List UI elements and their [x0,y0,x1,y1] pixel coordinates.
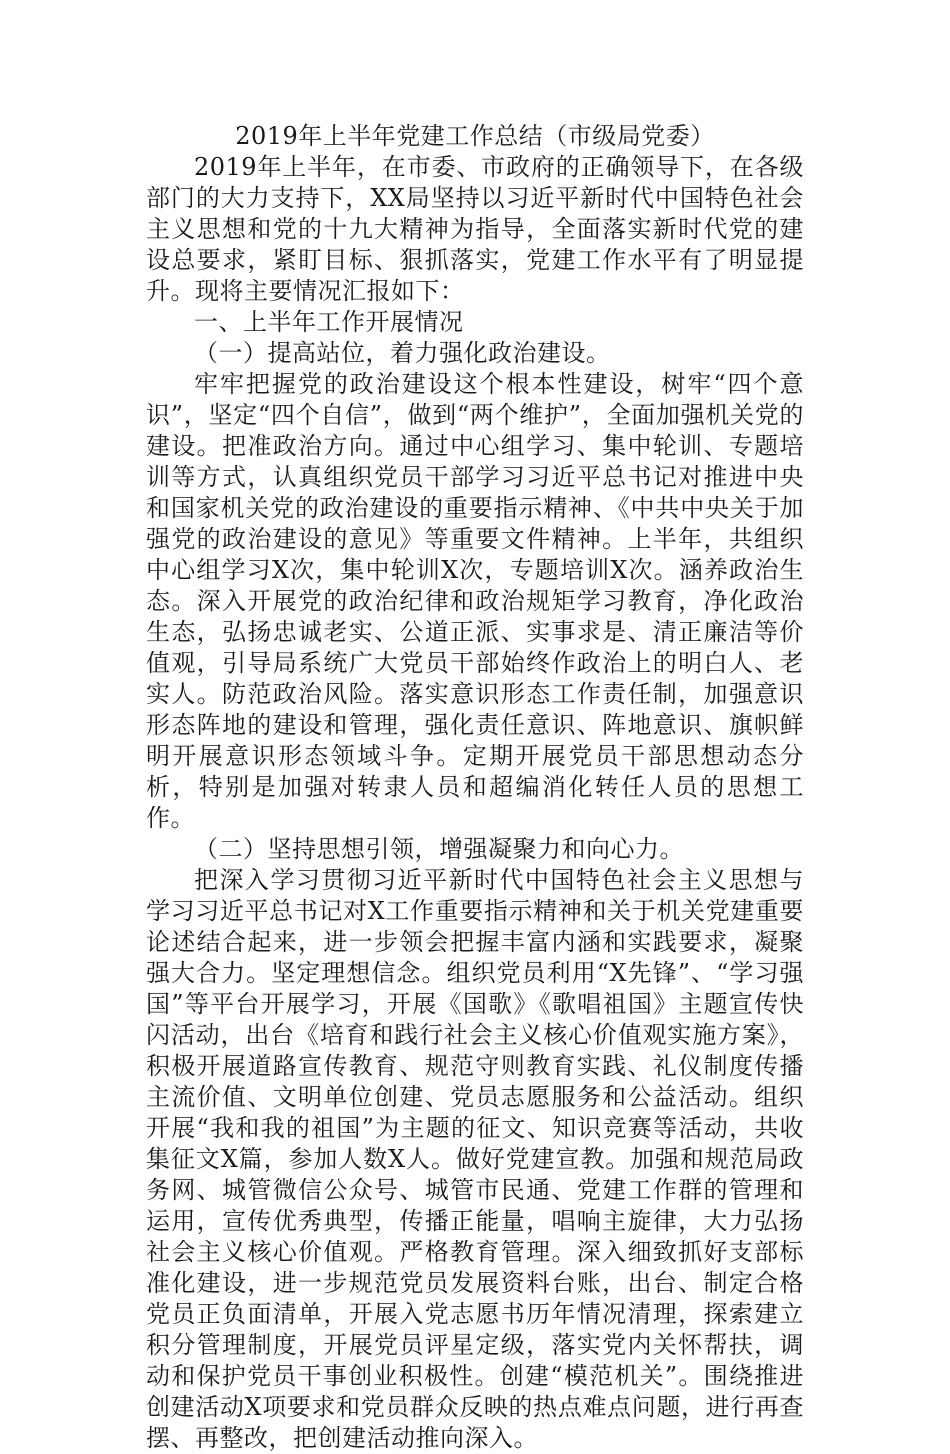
intro-paragraph: 2019年上半年，在市委、市政府的正确领导下，在各级部门的大力支持下，XX局坚持以习近平新时代中国特色社会主义思想和党的十九大精神为指导，全面落实新时代党的建设总要求，紧盯目标、狠抓落实，党建工作水平有了明显提升。现将主要情况汇报如下： [146,153,804,305]
subsection-heading-2: （二）坚持思想引领，增强凝聚力和向心力。 [194,835,684,863]
subsection-heading-1: （一）提高站位，着力强化政治建设。 [194,339,611,367]
section-heading-1: 一、上半年工作开展情况 [194,308,464,336]
subsection-body-1: 牢牢把握党的政治建设这个根本性建设，树牢“四个意识”，坚定“四个自信”，做到“两个维护”，全面加强机关党的建设。把准政治方向。通过中心组学习、集中轮训、专题培训等方式，认真组织党员干部学习习近平总书记对推进中央和国家机关党的政治建设的重要指示精神、《中共中央关于加强党的政治建设的意见》等重要文件精神。上半年，共组织中心组学习X次，集中轮训X次，专题培训X次。涵养政治生态。深入开展党的政治纪律和政治规矩学习教育，净化政治生态，弘扬忠诚老实、公道正派、实事求是、清正廉洁等价值观，引导局系统广大党员干部始终作政治上的明白人、老实人。防范政治风险。落实意识形态工作责任制，加强意识形态阵地的建设和管理，强化责任意识、阵地意识、旗帜鲜明开展意识形态领域斗争。定期开展党员干部思想动态分析，特别是加强对转隶人员和超编消化转任人员的思想工作。 [146,370,804,832]
document-title: 2019年上半年党建工作总结（市级局党委） [235,122,715,150]
subsection-body-2: 把深入学习贯彻习近平新时代中国特色社会主义思想与学习习近平总书记对X工作重要指示精神和关于机关党建重要论述结合起来，进一步领会把握丰富内涵和实践要求，凝聚强大合力。坚定理想信念。组织党员利用“X先锋”、“学习强国”等平台开展学习，开展《国歌》《歌唱祖国》主题宣传快闪活动，出台《培育和践行社会主义核心价值观实施方案》，积极开展道路宣传教育、规范守则教育实践、礼仪制度传播主流价值、文明单位创建、党员志愿服务和公益活动。组织开展“我和我的祖国”为主题的征文、知识竞赛等活动，共收集征文X篇，参加人数X人。做好党建宣教。加强和规范局政务网、城管微信公众号、城管市民通、党建工作群的管理和运用，宣传优秀典型，传播正能量，唱响主旋律，大力弘扬社会主义核心价值观。严格教育管理。深入细致抓好支部标准化建设，进一步规范党员发展资料台账，出台、制定合格党员正负面清单，开展入党志愿书历年情况清理，探索建立积分管理制度，开展党员评星定级，落实党内关怀帮扶，调动和保护党员干事创业积极性。创建“模范机关”。围绕推进创建活动X项要求和党员群众反映的热点难点问题，进行再查摆、再整改，把创建活动推向深入。 [146,866,804,1452]
document-body [146,121,804,1454]
